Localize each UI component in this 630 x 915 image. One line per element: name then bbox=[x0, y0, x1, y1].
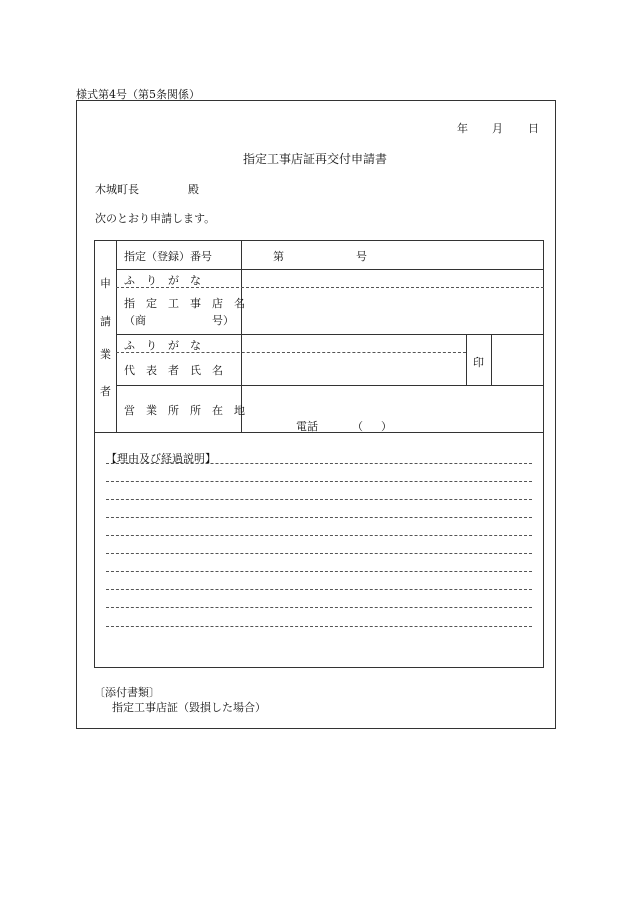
row-line bbox=[94, 432, 544, 433]
section-label-char: 請 bbox=[100, 315, 111, 328]
reason-writing-line bbox=[106, 553, 532, 554]
seal-cell-border bbox=[466, 334, 467, 385]
furigana-label: ふ り が な bbox=[124, 339, 201, 352]
trade-name-label: （商 号） bbox=[124, 314, 234, 327]
designation-number-label: 指定（登録）番号 bbox=[124, 250, 212, 263]
date-year: 年 bbox=[457, 122, 468, 135]
reason-writing-line bbox=[106, 589, 532, 590]
representative-label: 代 表 者 氏 名 bbox=[124, 364, 223, 377]
row-line bbox=[116, 269, 544, 270]
reason-writing-line bbox=[106, 517, 532, 518]
reason-writing-line bbox=[106, 571, 532, 572]
table-right-border bbox=[543, 240, 544, 668]
attachments-item: 指定工事店証（毀損した場合） bbox=[112, 701, 266, 714]
table-bottom-border bbox=[94, 667, 544, 668]
reason-writing-line bbox=[106, 499, 532, 500]
designation-number-suffix: 号 bbox=[356, 250, 367, 263]
intro-text: 次のとおり申請します。 bbox=[95, 212, 216, 225]
table-top-border bbox=[94, 240, 544, 241]
section-label-char: 者 bbox=[100, 385, 111, 398]
reason-writing-line bbox=[106, 626, 532, 627]
phone-open-paren: （ bbox=[352, 420, 363, 433]
office-address-label: 営 業 所 所 在 地 bbox=[124, 404, 245, 417]
document-title: 指定工事店証再交付申請書 bbox=[242, 152, 387, 166]
row-line bbox=[116, 385, 544, 386]
seal-cell-border bbox=[491, 334, 492, 385]
attachments-heading: 〔添付書類〕 bbox=[94, 686, 160, 699]
phone-label: 電話 bbox=[296, 420, 318, 433]
reason-writing-line bbox=[106, 607, 532, 608]
table-left-border bbox=[94, 240, 95, 668]
furigana-label: ふ り が な bbox=[124, 274, 201, 287]
addressee-name: 木城町長 bbox=[95, 183, 139, 196]
date-month: 月 bbox=[492, 122, 503, 135]
phone-close-paren: ） bbox=[381, 420, 392, 433]
reason-heading: 【理由及び経過説明】 bbox=[106, 452, 216, 465]
section-label-char: 申 bbox=[100, 277, 111, 290]
row-line bbox=[116, 334, 544, 335]
reason-writing-line bbox=[106, 481, 532, 482]
addressee-honorific: 殿 bbox=[188, 183, 199, 196]
date-day: 日 bbox=[528, 122, 539, 135]
reason-writing-line bbox=[106, 535, 532, 536]
reason-writing-line bbox=[106, 463, 532, 464]
section-label-char: 業 bbox=[100, 348, 111, 361]
shop-name-label: 指 定 工 事 店 名 bbox=[124, 297, 245, 310]
designation-number-prefix: 第 bbox=[273, 250, 284, 263]
seal-label: 印 bbox=[473, 356, 484, 369]
form-number: 様式第4号（第5条関係） bbox=[76, 88, 200, 101]
